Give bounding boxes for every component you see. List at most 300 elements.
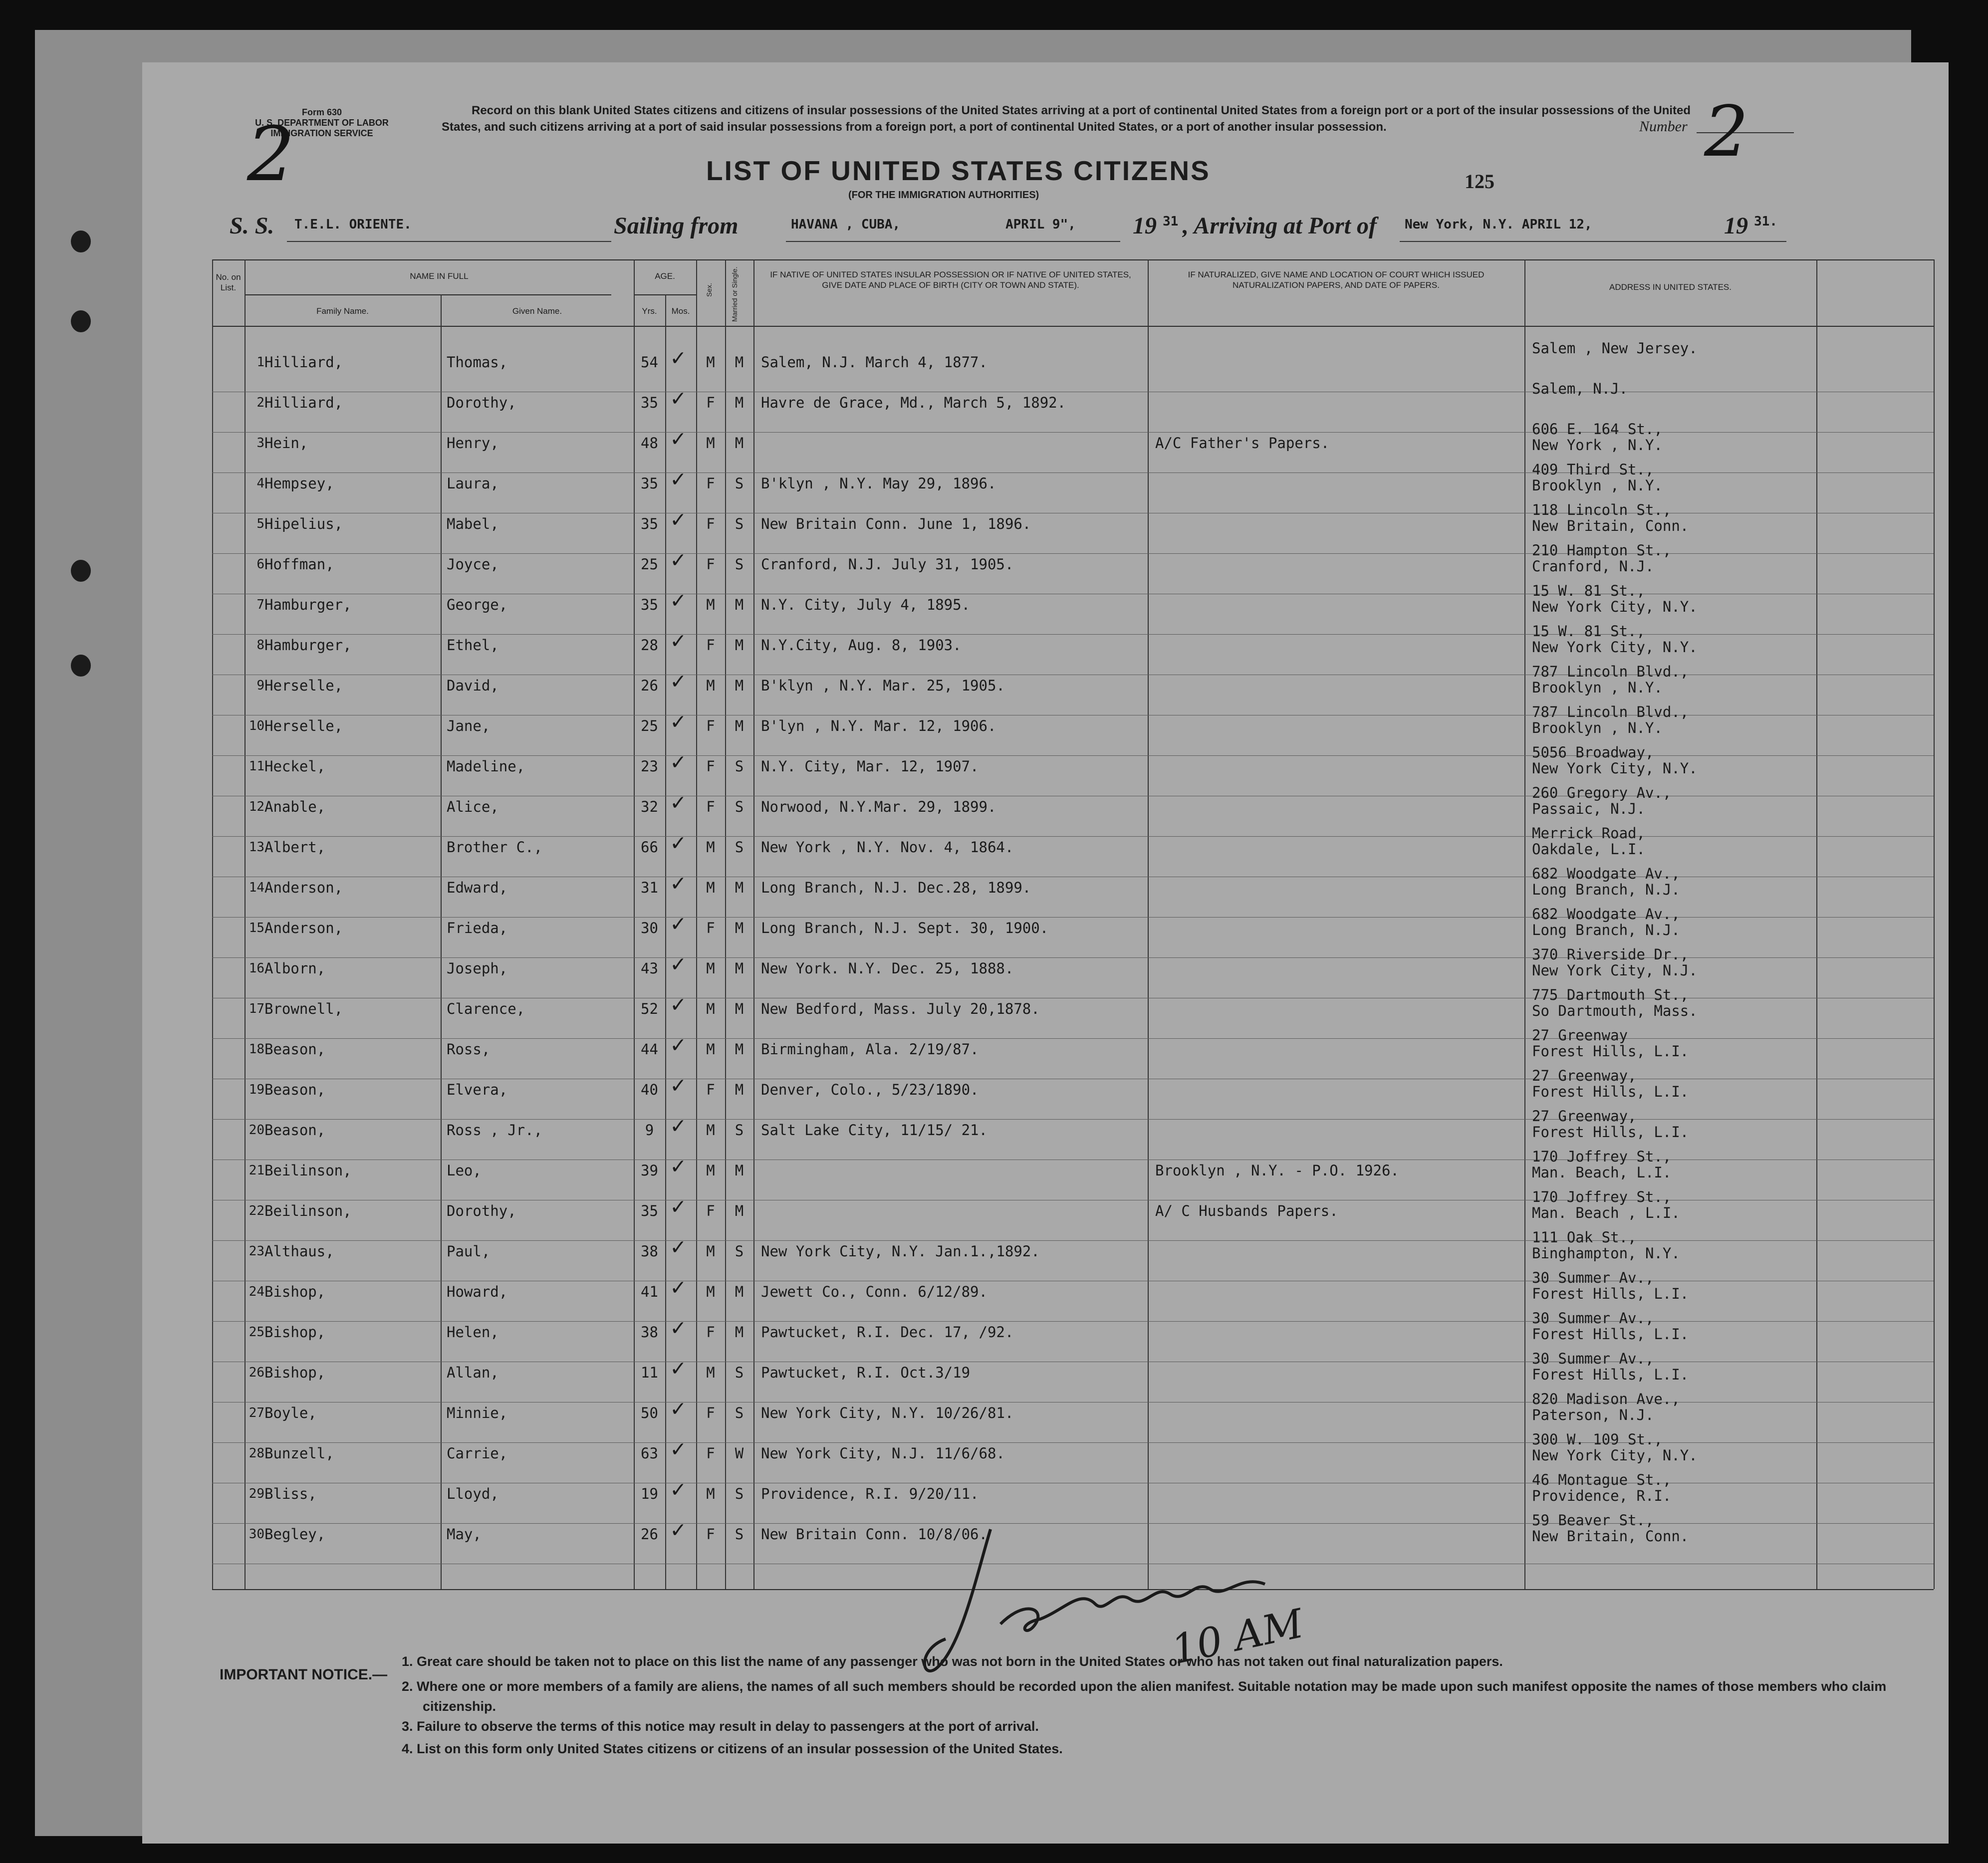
cell-addr: 787 Lincoln Blvd., Brooklyn , N.Y. [1532,703,1689,736]
notice-heading: IMPORTANT NOTICE.— [220,1666,388,1683]
cell-no: 21 [248,1163,264,1178]
manifest-page [142,62,1949,1844]
cell-addr: 820 Madison Ave., Paterson, N.J. [1532,1391,1680,1423]
cell-nat: A/C Father's Papers. [1155,435,1330,452]
cell-birth: New Britain Conn. 10/8/06. [761,1526,988,1543]
cell-given: Joseph, [447,960,508,977]
checkmark-icon: ✓ [671,1031,685,1058]
cell-birth: New York City, N.J. 11/6/68. [761,1445,1005,1462]
cell-birth: New York. N.Y. Dec. 25, 1888. [761,960,1014,977]
cell-birth: Providence, R.I. 9/20/11. [761,1485,979,1502]
col-header-married: Married or Single. [731,266,739,322]
cell-age: 40 [641,1081,658,1098]
cell-birth: Cranford, N.J. July 31, 1905. [761,556,1014,573]
cell-no: 3 [256,436,264,451]
cell-given: Helen, [447,1324,499,1341]
cell-birth: Pawtucket, R.I. Dec. 17, /92. [761,1324,1014,1341]
cell-given: David, [447,677,499,694]
checkmark-icon: ✓ [671,344,685,371]
cell-no: 9 [256,678,264,693]
cell-sex: M [706,960,715,977]
cell-family: Bishop, [264,1364,326,1381]
cell-age: 19 [641,1485,658,1502]
cell-family: Herselle, [264,717,343,734]
cell-family: Bishop, [264,1324,326,1341]
cell-age: 63 [641,1445,658,1462]
cell-family: Herselle, [264,677,343,694]
col-header-birth: IF NATIVE OF UNITED STATES INSULAR POSSESSION OR IF NATIVE OF UNITED STATES, GIVE DATE AND PLACE OF BIRTH (CITY OR TOWN AND STATE). [770,270,1131,290]
cell-birth: Long Branch, N.J. Dec.28, 1899. [761,879,1031,896]
cell-sex: F [706,1081,715,1098]
col-header-no: No. on List. [216,272,241,292]
cell-sex: F [706,394,715,411]
cell-marital: M [735,1081,744,1098]
cell-no: 7 [256,597,264,612]
cell-addr: 59 Beaver St., New Britain, Conn. [1532,1512,1689,1545]
cell-marital: M [735,717,744,734]
cell-age: 50 [641,1404,658,1421]
cell-sex: F [706,1445,715,1462]
cell-given: Elvera, [447,1081,508,1098]
cell-age: 48 [641,435,658,452]
cell-no: 14 [248,880,264,895]
cell-marital: S [735,475,744,492]
cell-given: Joyce, [447,556,499,573]
cell-given: Ross , Jr., [447,1122,543,1139]
name-subheader-border [245,294,611,295]
cell-birth: Salem, N.J. March 4, 1877. [761,354,988,371]
cell-marital: M [735,1324,744,1341]
cell-no: 6 [256,557,264,572]
cell-sex: F [706,920,715,936]
cell-addr: 370 Riverside Dr., New York City, N.J. [1532,946,1698,979]
cell-family: Alborn, [264,960,326,977]
checkmark-icon: ✓ [671,788,685,815]
cell-birth: New Bedford, Mass. July 20,1878. [761,1000,1040,1017]
cell-family: Anderson, [264,920,343,936]
checkmark-icon: ✓ [671,1192,685,1219]
cell-addr: 5056 Broadway, New York City, N.Y. [1532,744,1698,777]
checkmark-icon: ✓ [671,465,685,492]
cell-sex: M [706,1162,715,1179]
cell-given: Frieda, [447,920,508,936]
cell-family: Hamburger, [264,637,352,654]
cell-addr: 682 Woodgate Av., Long Branch, N.J. [1532,906,1680,938]
cell-addr: 170 Joffrey St., Man. Beach , L.I. [1532,1188,1680,1221]
cell-family: Hipelius, [264,515,343,532]
ss-label: S. S. [230,213,274,239]
ship-underline [287,241,611,242]
cell-addr: 682 Woodgate Av., Long Branch, N.J. [1532,865,1680,898]
cell-family: Hilliard, [264,354,343,371]
cell-sex: M [706,596,715,613]
cell-age: 23 [641,758,658,775]
cell-addr: 27 Greenway, Forest Hills, L.I. [1532,1108,1689,1141]
cell-age: 28 [641,637,658,654]
cell-given: Allan, [447,1364,499,1381]
cell-sex: F [706,1404,715,1421]
cell-no: 10 [248,718,264,733]
sailing-port: HAVANA , CUBA, [791,217,901,232]
cell-age: 35 [641,475,658,492]
cell-birth: New York , N.Y. Nov. 4, 1864. [761,839,1014,856]
cell-given: Ross, [447,1041,491,1058]
sailing-underline [786,241,1120,242]
binder-hole [71,310,91,332]
cell-no: 26 [248,1365,264,1380]
cell-sex: F [706,556,715,573]
cell-addr: 210 Hampton St., Cranford, N.J. [1532,542,1672,575]
binder-hole [71,560,91,582]
cell-given: Laura, [447,475,499,492]
cell-family: Bliss, [264,1485,317,1502]
cell-no: 19 [248,1082,264,1097]
cell-given: Clarence, [447,1000,525,1017]
cell-addr: Merrick Road, Oakdale, L.I. [1532,825,1645,858]
checkmark-icon: ✓ [671,707,685,734]
cell-sex: M [706,1283,715,1300]
cell-no: 4 [256,476,264,491]
instructions: Record on this blank United States citizens and citizens of insular possessions of the United States arriving at a port of continental United States from a foreign port or a port of the insular possessions of the United States, and such citizens arriving at a port of said insular possessions from a foreign port, a port of continental United States, or a port of another insular possession. [442,104,1691,134]
cell-sex: M [706,839,715,856]
cell-no: 27 [248,1405,264,1420]
year-suffix-2: 31. [1754,214,1777,229]
cell-given: Mabel, [447,515,499,532]
page-number: 125 [1465,170,1494,193]
cell-birth: Jewett Co., Conn. 6/12/89. [761,1283,988,1300]
cell-no: 28 [248,1446,264,1461]
cell-sex: M [706,677,715,694]
col-header-sex: Sex. [705,282,713,297]
handwritten-number: 2 [1704,91,1749,173]
cell-sex: F [706,515,715,532]
col-header-mos: Mos. [671,306,690,316]
checkmark-icon: ✓ [671,667,685,694]
cell-no: 5 [256,516,264,531]
cell-marital: S [735,1364,744,1381]
cell-marital: M [735,1162,744,1179]
cell-birth: Long Branch, N.J. Sept. 30, 1900. [761,920,1049,936]
cell-addr: 300 W. 109 St., New York City, N.Y. [1532,1431,1698,1464]
cell-sex: F [706,475,715,492]
cell-sex: M [706,435,715,452]
cell-given: Carrie, [447,1445,508,1462]
col-line [753,259,754,1589]
cell-sex: F [706,1202,715,1219]
notice-item: 1. Great care should be taken not to place on this list the name of any passenger who was not born in the United States or who has not taken out final naturalization papers. [402,1654,1503,1669]
cell-marital: M [735,920,744,936]
cell-age: 26 [641,677,658,694]
col-header-age: AGE. [655,271,675,281]
cell-age: 30 [641,920,658,936]
notice-item: 4. List on this form only United States citizens or citizens of an insular possession of the United States. [402,1741,1063,1756]
cell-no: 30 [248,1527,264,1542]
cell-sex: F [706,1526,715,1543]
cell-marital: S [735,1122,744,1139]
cell-marital: S [735,556,744,573]
col-line [212,259,213,1589]
table-header-border [212,326,1934,327]
cell-addr: 30 Summer Av., Forest Hills, L.I. [1532,1350,1689,1383]
cell-age: 31 [641,879,658,896]
cell-age: 44 [641,1041,658,1058]
cell-no: 12 [248,799,264,814]
cell-age: 25 [641,717,658,734]
cell-family: Althaus, [264,1243,334,1260]
cell-birth: New York City, N.Y. Jan.1.,1892. [761,1243,1040,1260]
checkmark-icon: ✓ [671,505,685,532]
col-line [1524,259,1525,1589]
checkmark-icon: ✓ [671,1435,685,1462]
cell-given: Madeline, [447,758,525,775]
cell-marital: S [735,1404,744,1421]
cell-marital: M [735,637,744,654]
col-header-address: ADDRESS IN UNITED STATES. [1609,282,1732,292]
checkmark-icon: ✓ [671,1112,685,1139]
checkmark-icon: ✓ [671,1152,685,1179]
cell-marital: M [735,1283,744,1300]
cell-sex: M [706,1485,715,1502]
cell-no: 2 [256,395,264,410]
cell-no: 13 [248,840,264,855]
cell-given: Lloyd, [447,1485,499,1502]
cell-addr: 787 Lincoln Blvd., Brooklyn , N.Y. [1532,663,1689,696]
cell-given: Jane, [447,717,491,734]
cell-age: 25 [641,556,658,573]
cell-no: 11 [248,759,264,774]
checkmark-icon: ✓ [671,1395,685,1421]
cell-given: May, [447,1526,482,1543]
page-subtitle: (FOR THE IMMIGRATION AUTHORITIES) [848,190,1039,201]
cell-age: 52 [641,1000,658,1017]
cell-age: 32 [641,798,658,815]
cell-addr: 775 Dartmouth St., So Dartmouth, Mass. [1532,986,1698,1019]
cell-no: 16 [248,961,264,976]
cell-no: 20 [248,1123,264,1138]
cell-birth: N.Y.City, Aug. 8, 1903. [761,637,962,654]
binder-hole [71,655,91,677]
cell-no: 23 [248,1244,264,1259]
cell-no: 1 [256,355,264,370]
cell-sex: M [706,879,715,896]
cell-birth: N.Y. City, Mar. 12, 1907. [761,758,979,775]
cell-marital: M [735,596,744,613]
cell-birth: New York City, N.Y. 10/26/81. [761,1404,1014,1421]
cell-family: Begley, [264,1526,326,1543]
cell-family: Beason, [264,1081,326,1098]
cell-family: Albert, [264,839,326,856]
checkmark-icon: ✓ [671,1354,685,1381]
cell-family: Hamburger, [264,596,352,613]
cell-sex: F [706,758,715,775]
form-id: Form 630 U. S. DEPARTMENT OF LABOR IMMIGRATION SERVICE [255,107,389,138]
cell-marital: S [735,1485,744,1502]
year-prefix-1: 19 [1133,213,1157,239]
cell-family: Beason, [264,1122,326,1139]
cell-given: George, [447,596,508,613]
checkmark-icon: ✓ [671,1233,685,1260]
col-line [1816,259,1817,1589]
cell-marital: M [735,1000,744,1017]
year-prefix-2: 19 [1724,213,1748,239]
checkmark-icon: ✓ [671,1475,685,1502]
checkmark-icon: ✓ [671,1314,685,1341]
checkmark-icon: ✓ [671,869,685,896]
cell-birth: B'klyn , N.Y. Mar. 25, 1905. [761,677,1005,694]
cell-sex: F [706,717,715,734]
cell-birth: B'klyn , N.Y. May 29, 1896. [761,475,996,492]
col-line [441,294,442,1589]
checkmark-icon: ✓ [671,1071,685,1098]
cell-addr: 118 Lincoln St., New Britain, Conn. [1532,501,1689,534]
cell-addr: 409 Third St., Brooklyn , N.Y. [1532,461,1663,494]
cell-birth: B'lyn , N.Y. Mar. 12, 1906. [761,717,996,734]
cell-birth: Pawtucket, R.I. Oct.3/19 [761,1364,971,1381]
cell-no: 29 [248,1486,264,1501]
page-title: LIST OF UNITED STATES CITIZENS [706,155,1211,186]
cell-marital: S [735,1526,744,1543]
cell-given: Alice, [447,798,499,815]
cell-addr: 27 Greenway Forest Hills, L.I. [1532,1027,1689,1060]
cell-marital: M [735,960,744,977]
cell-marital: S [735,758,744,775]
cell-marital: M [735,879,744,896]
cell-given: Minnie, [447,1404,508,1421]
cell-sex: F [706,637,715,654]
cell-marital: M [735,394,744,411]
cell-age: 38 [641,1243,658,1260]
cell-sex: M [706,1243,715,1260]
cell-age: 35 [641,596,658,613]
cell-no: 15 [248,921,264,935]
cell-sex: M [706,354,715,371]
cell-age: 35 [641,515,658,532]
cell-given: Edward, [447,879,508,896]
cell-age: 26 [641,1526,658,1543]
col-line [1934,259,1935,1589]
cell-age: 11 [641,1364,658,1381]
cell-sex: M [706,1122,715,1139]
cell-given: Brother C., [447,839,543,856]
cell-family: Beason, [264,1041,326,1058]
cell-family: Boyle, [264,1404,317,1421]
checkmark-icon: ✓ [671,748,685,775]
checkmark-icon: ✓ [671,829,685,856]
cell-family: Hilliard, [264,394,343,411]
cell-family: Hempsey, [264,475,334,492]
checkmark-icon: ✓ [671,384,685,411]
cell-marital: M [735,435,744,452]
handwritten-sheet-number: 2 [247,111,295,198]
cell-birth: Havre de Grace, Md., March 5, 1892. [761,394,1066,411]
cell-marital: M [735,1041,744,1058]
cell-addr: 30 Summer Av., Forest Hills, L.I. [1532,1269,1689,1302]
cell-age: 9 [645,1122,654,1139]
table-top-border [212,259,1934,260]
cell-age: 66 [641,839,658,856]
col-header-name-in-full: NAME IN FULL [410,271,469,281]
cell-family: Anable, [264,798,326,815]
arriving-port: New York, N.Y. APRIL 12, [1405,217,1592,232]
cell-given: Dorothy, [447,1202,516,1219]
cell-no: 18 [248,1042,264,1057]
cell-family: Beilinson, [264,1202,352,1219]
checkmark-icon: ✓ [671,990,685,1017]
cell-no: 24 [248,1284,264,1299]
cell-age: 39 [641,1162,658,1179]
cell-family: Brownell, [264,1000,343,1017]
cell-sex: M [706,1364,715,1381]
col-header-naturalized: IF NATURALIZED, GIVE NAME AND LOCATION OF COURT WHICH ISSUED NATURALIZATION PAPERS, AND DATE OF PAPERS. [1188,270,1485,290]
cell-given: Leo, [447,1162,482,1179]
signature-time: 10 AM [1167,1600,1308,1673]
cell-addr: 46 Montague St., Providence, R.I. [1532,1471,1672,1504]
cell-given: Paul, [447,1243,491,1260]
cell-marital: W [735,1445,744,1462]
cell-family: Beilinson, [264,1162,352,1179]
cell-addr: Salem, N.J. [1532,380,1628,397]
cell-sex: F [706,1324,715,1341]
checkmark-icon: ✓ [671,627,685,654]
cell-age: 41 [641,1283,658,1300]
col-line [1148,259,1149,1589]
cell-given: Dorothy, [447,394,516,411]
checkmark-icon: ✓ [671,425,685,452]
cell-marital: S [735,839,744,856]
cell-age: 35 [641,394,658,411]
cell-family: Hein, [264,435,308,452]
cell-addr: 15 W. 81 St., New York City, N.Y. [1532,582,1698,615]
cell-given: Ethel, [447,637,499,654]
cell-family: Bunzell, [264,1445,334,1462]
cell-age: 38 [641,1324,658,1341]
arriving-label: , Arriving at Port of [1183,213,1377,239]
binder-hole [71,231,91,252]
cell-addr: 27 Greenway, Forest Hills, L.I. [1532,1067,1689,1100]
year-suffix-1: 31 [1163,214,1179,229]
checkmark-icon: ✓ [671,1273,685,1300]
cell-birth: N.Y. City, July 4, 1895. [761,596,971,613]
cell-age: 35 [641,1202,658,1219]
col-header-yrs: Yrs. [642,306,657,316]
cell-family: Anderson, [264,879,343,896]
cell-given: Thomas, [447,354,508,371]
arriving-underline [1400,241,1786,242]
checkmark-icon: ✓ [671,586,685,613]
cell-birth: Birmingham, Ala. 2/19/87. [761,1041,979,1058]
cell-no: 8 [256,638,264,653]
cell-addr: 30 Summer Av., Forest Hills, L.I. [1532,1310,1689,1343]
cell-nat: A/ C Husbands Papers. [1155,1202,1338,1219]
cell-family: Bishop, [264,1283,326,1300]
col-line [665,294,666,1589]
cell-sex: M [706,1041,715,1058]
cell-addr: 606 E. 164 St., New York , N.Y. [1532,421,1663,454]
cell-marital: S [735,798,744,815]
cell-addr: 15 W. 81 St., New York City, N.Y. [1532,623,1698,656]
number-label: Number [1639,118,1688,135]
checkmark-icon: ✓ [671,910,685,936]
cell-no: 22 [248,1203,264,1218]
cell-addr: Salem , New Jersey. [1532,340,1698,357]
cell-birth: Denver, Colo., 5/23/1890. [761,1081,979,1098]
cell-marital: M [735,1202,744,1219]
col-header-given-name: Given Name. [512,306,562,316]
ship-name: T.E.L. ORIENTE. [294,217,412,232]
cell-family: Heckel, [264,758,326,775]
cell-given: Henry, [447,435,499,452]
cell-sex: F [706,798,715,815]
